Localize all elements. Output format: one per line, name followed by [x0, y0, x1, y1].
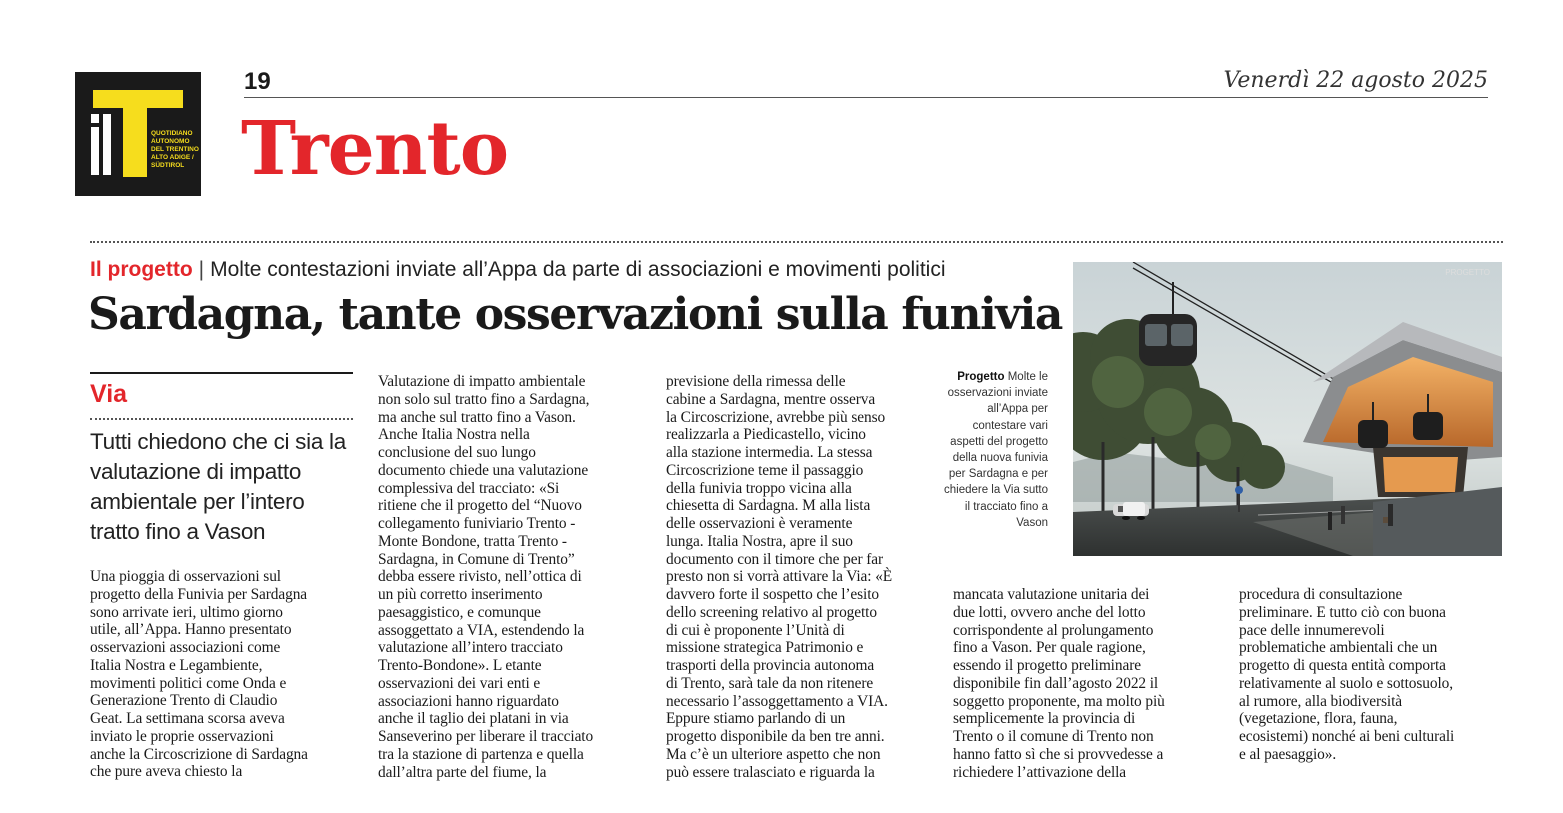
article-column-5: procedura di consultazione preliminare. E tutto ciò con buona pace delle innumerevoli problematiche ambientali che un progetto di questa entità comporta relativamente al suolo e sottosuolo, al rumore, alla biodiversità (vegetazione, flora, fauna, ecosistemi) nonché ai beni culturali e al paesaggio».: [1239, 586, 1455, 763]
logo-t-stem: [123, 90, 147, 177]
side-panel-label: Via: [90, 380, 128, 408]
logo-i-stem: [91, 127, 99, 175]
kicker-label: Il progetto: [90, 258, 193, 281]
side-panel-summary: Tutti chiedono che ci sia la valutazione di impatto ambientale per l’intero tratto fino a Vason: [90, 429, 346, 544]
logo-l-stem: [103, 114, 111, 175]
section-title: Trento: [241, 106, 509, 192]
kicker-separator: |: [198, 258, 205, 281]
caption-text: Molte le osservazioni inviate all’Appa per contestare vari aspetti del progetto della nuova funivia per Sardagna e per chiedere la Via sutto il tracciato fino a Vason: [944, 371, 1048, 529]
article-column-2: Valutazione di impatto ambientale non solo sul tratto fino a Sardagna, ma anche sul tratto fino a Vason. Anche Italia Nostra nella conclusione del suo lungo documento chiede una valutazione complessiva del tracciato: «Si ritiene che il progetto del “Nuovo collegamento funiviario Trento - Monte Bondone, tratta Trento - Sardagna, in Comune di Trento” debba essere rivisto, nell’ottica di un più corretto inserimento paesaggistico, e comunque assoggettato a VIA, estendendo la valutazione all’intero tracciato Trento-Bondone». L etante osservazioni dei vari enti e associazioni hanno riguardato anche il taglio dei platani in via Sanseverino per liberare il tracciato tra la stazione di partenza e quella dall’altra parte del fiume, la: [378, 373, 594, 781]
article-photo: [1073, 262, 1502, 556]
page-number: 19: [244, 68, 271, 95]
side-panel-dotted-divider: [90, 418, 353, 420]
article-column-1: Una pioggia di osservazioni sul progetto della Funivia per Sardagna sono arrivate ieri, ultimo giorno utile, all’Appa. Hanno presentato osservazioni associazioni come Italia Nostra e Legambiente, movimenti politici come Onda e Generazione Trento di Claudio Geat. La settimana scorsa aveva inviato le proprie osservazioni anche la Circoscrizione di Sardagna che pure aveva chiesto la: [90, 568, 308, 781]
header-rule: [244, 97, 1488, 98]
article-column-4: mancata valutazione unitaria dei due lotti, ovvero anche del lotto corrispondente al prolungamento fino a Vason. Per quale ragione, essendo il progetto preliminare disponibile fin dall’agosto 2022 il soggetto proponente, ma molto più semplicemente la provincia di Trento o il comune di Trento non hanno fatto sì che si provvedesse a richiedere l’attivazione della: [953, 586, 1165, 781]
cable-car-station-render: [1073, 262, 1502, 556]
issue-date: Venerdì 22 agosto 2025: [1223, 68, 1488, 93]
article-kicker: [90, 258, 946, 282]
caption-label: Progetto: [957, 371, 1005, 383]
kicker-subtitle: Molte contestazioni inviate all’Appa da parte di associazioni e movimenti politici: [210, 258, 946, 281]
article-headline: Sardagna, tante osservazioni sulla funivia: [88, 289, 1062, 340]
newspaper-logo: [75, 72, 201, 196]
header-dotted-divider: [90, 241, 1503, 243]
article-column-3: previsione della rimessa delle cabine a Sardagna, mentre osserva la Circoscrizione, avrebbe più senso realizzarla a Piedicastello, vicino alla stazione intermedia. La stessa Circoscrizione teme il passaggio della funivia troppo vicina alla chiesetta di Sardagna. M alla lista delle osservazioni è veramente lunga. Italia Nostra, apre il suo documento con il timore che per far presto non si vorrà attivare la Via: «È davvero forte il sospetto che l’esito dello screening relativo al progetto di cui è proponente l’Unità di missione strategica Patrimonio e trasporti della provincia autonoma di Trento, sarà tale da non ritenere necessario l’assoggettamento a VIA. Eppure stiamo parlando di un progetto disponibile da ben tre anni. Ma c’è un ulteriore aspetto che non può essere tralasciato e riguarda la: [666, 373, 893, 781]
photo-caption: [943, 369, 1048, 531]
photo-brand-mark: PROGETTO: [1445, 268, 1490, 277]
logo-i-dot: [91, 114, 99, 123]
side-panel-rule: [90, 372, 353, 374]
logo-tagline: QUOTIDIANO AUTONOMO DEL TRENTINO ALTO ADIGE / SÜDTIROL: [151, 130, 199, 169]
